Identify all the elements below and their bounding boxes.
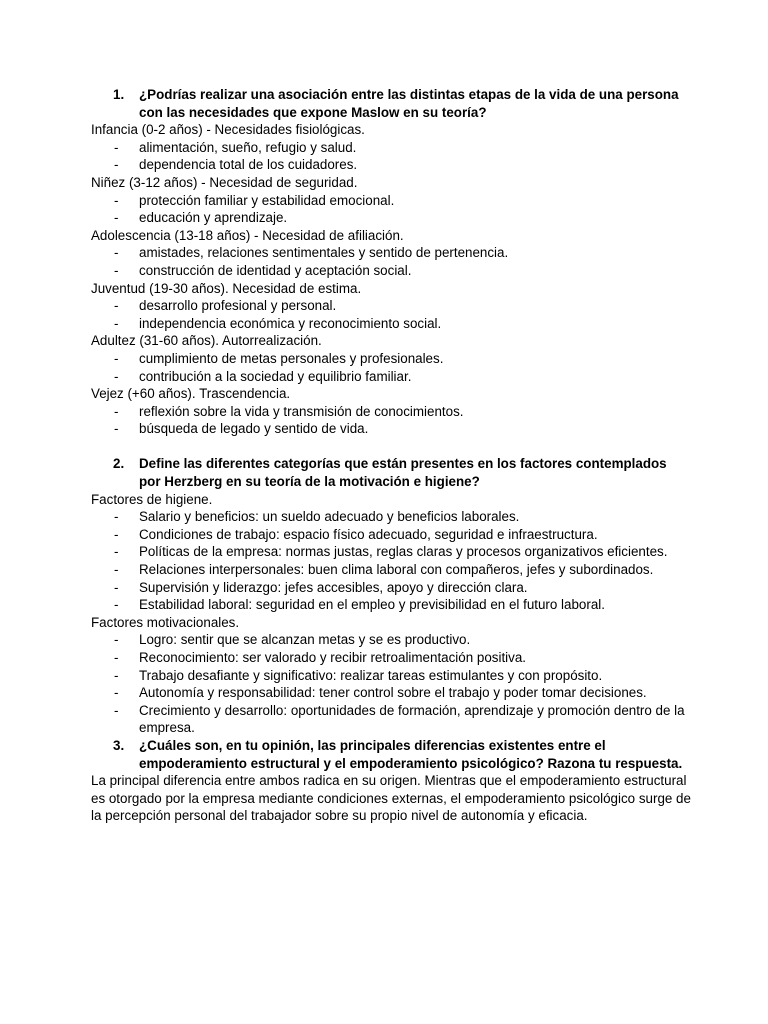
section-heading: Factores de higiene. (91, 491, 213, 507)
q1-section-4 (91, 332, 691, 385)
list-item: - desarrollo profesional y personal. (91, 297, 691, 315)
list-item: - amistades, relaciones sentimentales y sentido de pertenencia. (91, 244, 691, 262)
bullet-dash: - (114, 298, 119, 314)
bullet-dash: - (114, 597, 119, 613)
list-item: - Políticas de la empresa: normas justas, reglas claras y procesos organizativos eficientes. (91, 543, 691, 561)
q2-section-1 (91, 614, 691, 737)
bullet-dash: - (114, 526, 119, 542)
list-item: - Supervisión y liderazgo: jefes accesibles, apoyo y dirección clara. (91, 579, 691, 597)
q1-section-3 (91, 280, 691, 333)
list-item: - Autonomía y responsabilidad: tener control sobre el trabajo y poder tomar decisiones. (91, 684, 691, 702)
bullet-dash: - (114, 210, 119, 226)
q1-section-1 (91, 174, 691, 227)
bullet-dash: - (114, 544, 119, 560)
q1-section-2 (91, 227, 691, 280)
question-number: 2. (113, 456, 125, 472)
section-heading: Adolescencia (13-18 años) - Necesidad de afiliación. (91, 227, 404, 243)
q2-section-0 (91, 491, 691, 614)
bullet-dash: - (114, 192, 119, 208)
bullet-dash: - (114, 667, 119, 683)
q1-section-0 (91, 121, 691, 174)
bullet-dash: - (114, 315, 119, 331)
bullet-dash: - (114, 421, 119, 437)
spacer (91, 438, 691, 456)
bullet-dash: - (114, 350, 119, 366)
section-heading: Niñez (3-12 años) - Necesidad de seguridad. (91, 174, 358, 190)
section-heading: Juventud (19-30 años). Necesidad de estima. (91, 280, 362, 296)
list-item: - contribución a la sociedad y equilibrio familiar. (91, 368, 691, 386)
list-item: - construcción de identidad y aceptación social. (91, 262, 691, 280)
list-item: - Estabilidad laboral: seguridad en el empleo y previsibilidad en el futuro laboral. (91, 596, 691, 614)
question-text: Define las diferentes categorías que están presentes en los factores contemplados por Herzberg en su teoría de la motivación e higiene? (139, 456, 667, 490)
list-item: - Crecimiento y desarrollo: oportunidades de formación, aprendizaje y promoción dentro de la empresa. (91, 702, 691, 737)
list-item: - búsqueda de legado y sentido de vida. (91, 420, 691, 438)
question-text: ¿Podrías realizar una asociación entre las distintas etapas de la vida de una persona con las necesidades que expone Maslow en su teoría? (139, 87, 679, 120)
list-item: - Logro: sentir que se alcanzan metas y se es productivo. (91, 631, 691, 649)
bullet-dash: - (114, 702, 119, 718)
list-item: - dependencia total de los cuidadores. (91, 156, 691, 174)
question-2 (91, 455, 691, 490)
bullet-dash: - (114, 403, 119, 419)
question-number: 3. (113, 737, 125, 753)
bullet-dash: - (114, 245, 119, 261)
bullet-dash: - (114, 139, 119, 155)
bullet-dash: - (114, 632, 119, 648)
section-heading: Factores motivacionales. (91, 614, 240, 630)
bullet-dash: - (114, 509, 119, 525)
question-number: 1. (113, 87, 125, 102)
question-3 (91, 737, 691, 772)
bullet-dash: - (114, 579, 119, 595)
list-item: - educación y aprendizaje. (91, 209, 691, 227)
q1-section-5 (91, 385, 691, 438)
question-1 (91, 86, 691, 121)
question-text: ¿Cuáles son, en tu opinión, las principales diferencias existentes entre el empoderamiento estructural y el empoderamiento psicológico? Razona tu respuesta. (139, 737, 683, 771)
list-item: - Condiciones de trabajo: espacio físico adecuado, seguridad e infraestructura. (91, 526, 691, 544)
list-item: - Trabajo desafiante y significativo: realizar tareas estimulantes y con propósito. (91, 667, 691, 685)
bullet-dash: - (114, 157, 119, 173)
bullet-dash: - (114, 262, 119, 278)
section-heading: Infancia (0-2 años) - Necesidades fisiológicas. (91, 122, 365, 138)
section-heading: Adultez (31-60 años). Autorrealización. (91, 333, 322, 349)
bullet-dash: - (114, 650, 119, 665)
section-heading: Vejez (+60 años). Trascendencia. (91, 386, 291, 402)
answer-paragraph: La principal diferencia entre ambos radica en su origen. Mientras que el empoderamiento estructural es otorgado por la empresa mediante condiciones externas, el empoderamiento psicológico surge de la percepción personal del trabajador sobre su propio nivel de autonomía y eficacia. (91, 773, 691, 824)
list-item: - cumplimiento de metas personales y profesionales. (91, 350, 691, 368)
list-item: - protección familiar y estabilidad emocional. (91, 192, 691, 210)
document-page (91, 86, 691, 825)
bullet-dash: - (114, 685, 119, 701)
list-item: - Relaciones interpersonales: buen clima laboral con compañeros, jefes y subordinados. (91, 561, 691, 579)
list-item: - alimentación, sueño, refugio y salud. (91, 139, 691, 157)
list-item: - Reconocimiento: ser valorado y recibir retroalimentación positiva. (91, 649, 691, 667)
list-item: - Salario y beneficios: un sueldo adecuado y beneficios laborales. (91, 508, 691, 526)
bullet-dash: - (114, 368, 119, 384)
list-item: - independencia económica y reconocimiento social. (91, 315, 691, 333)
bullet-dash: - (114, 562, 119, 578)
list-item: - reflexión sobre la vida y transmisión de conocimientos. (91, 403, 691, 421)
